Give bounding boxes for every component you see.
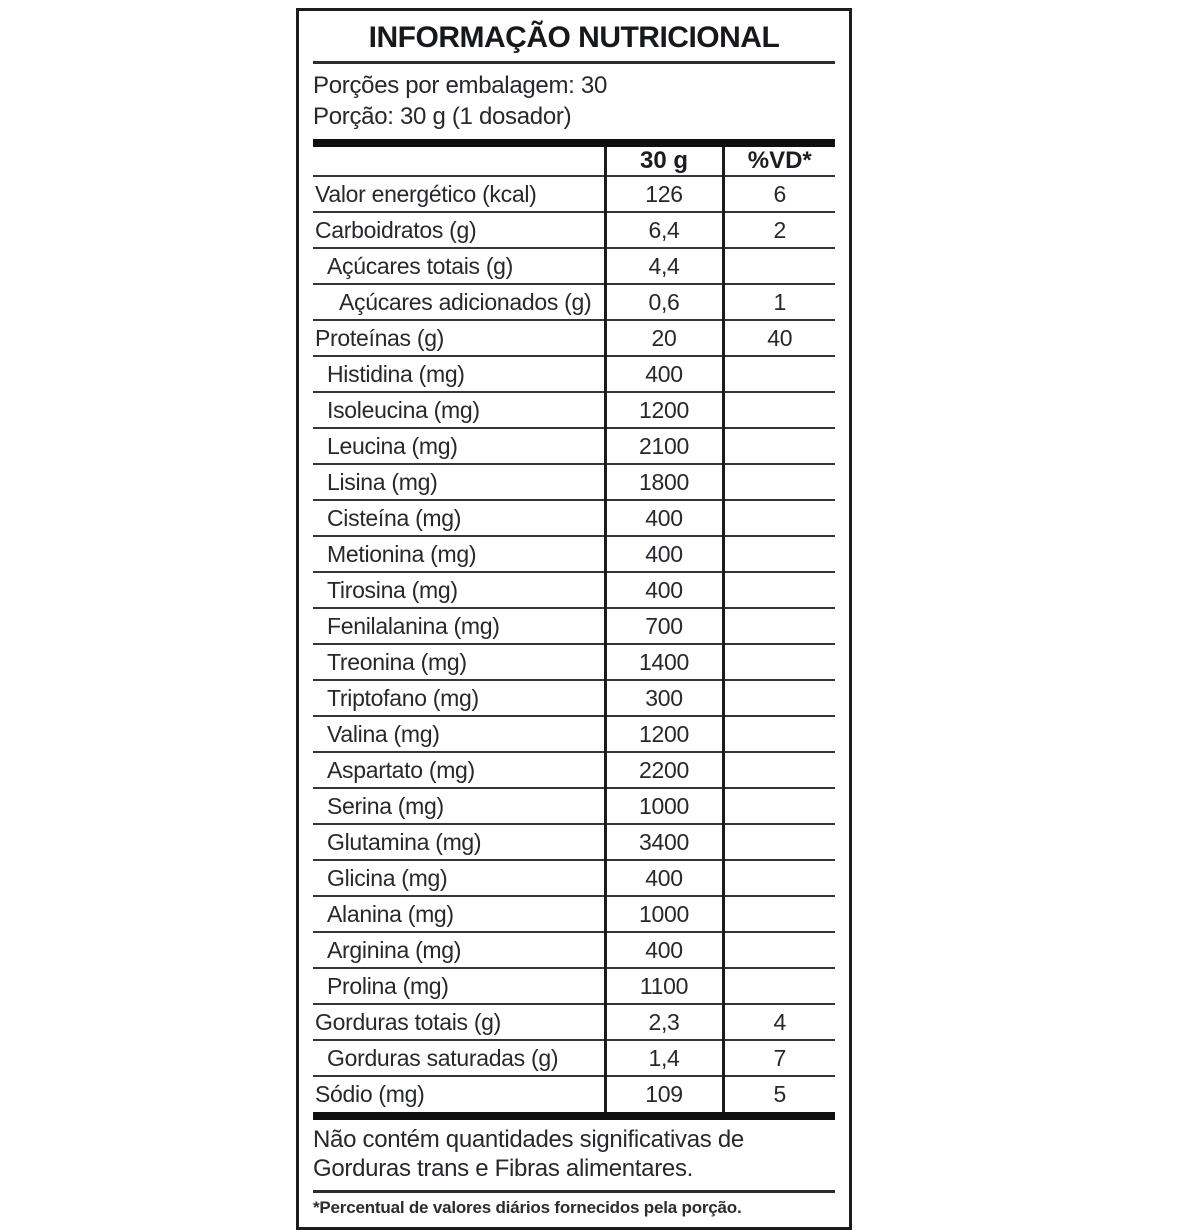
table-row bbox=[313, 212, 835, 248]
nutrient-amount: 400 bbox=[605, 536, 723, 572]
nutrient-name: Arginina (mg) bbox=[327, 936, 462, 963]
nutrient-amount: 109 bbox=[605, 1076, 723, 1112]
table-header-row bbox=[313, 147, 835, 176]
nutrient-name: Prolina (mg) bbox=[327, 972, 449, 999]
nutrient-name: Triptofano (mg) bbox=[327, 684, 479, 711]
table-row bbox=[313, 356, 835, 392]
nutrient-name: Gorduras totais (g) bbox=[315, 1008, 502, 1035]
nutrient-amount: 1000 bbox=[605, 896, 723, 932]
nutrient-daily-value bbox=[723, 644, 835, 680]
nutrient-daily-value bbox=[723, 752, 835, 788]
table-row bbox=[313, 932, 835, 968]
nutrient-name: Sódio (mg) bbox=[315, 1081, 425, 1107]
nutrient-daily-value: 1 bbox=[723, 284, 835, 320]
no-significant-amounts-note: Não contém quantidades significativas de Gorduras trans e Fibras alimentares. bbox=[313, 1126, 744, 1182]
nutrient-name: Cisteína (mg) bbox=[327, 504, 462, 531]
nutrient-name: Açúcares adicionados (g) bbox=[339, 288, 592, 315]
nutrient-amount: 400 bbox=[605, 572, 723, 608]
servings-per-package: Porções por embalagem: 30 bbox=[313, 72, 608, 99]
nutrient-name: Valina (mg) bbox=[327, 720, 440, 747]
table-row bbox=[313, 464, 835, 500]
nutrient-name: Glutamina (mg) bbox=[327, 828, 482, 855]
nutrient-amount: 400 bbox=[605, 356, 723, 392]
nutrient-daily-value bbox=[723, 608, 835, 644]
nutrient-amount: 1100 bbox=[605, 968, 723, 1004]
nutrient-name: Proteínas (g) bbox=[315, 324, 445, 351]
nutrient-amount: 400 bbox=[605, 500, 723, 536]
nutrient-daily-value bbox=[723, 896, 835, 932]
table-row bbox=[313, 320, 835, 356]
nutrient-name: Alanina (mg) bbox=[327, 900, 454, 927]
nutrient-daily-value bbox=[723, 968, 835, 1004]
table-row bbox=[313, 248, 835, 284]
header-daily-value-percent: %VD* bbox=[723, 147, 835, 176]
nutrient-name: Carboidratos (g) bbox=[315, 216, 477, 243]
nutrient-daily-value bbox=[723, 464, 835, 500]
table-row bbox=[313, 284, 835, 320]
nutrient-name: Metionina (mg) bbox=[327, 540, 477, 567]
nutrition-label bbox=[296, 8, 852, 1230]
nutrient-name: Gorduras saturadas (g) bbox=[327, 1044, 559, 1071]
nutrient-daily-value: 7 bbox=[723, 1040, 835, 1076]
nutrient-amount: 1800 bbox=[605, 464, 723, 500]
nutrient-amount: 1000 bbox=[605, 788, 723, 824]
serving-info bbox=[313, 64, 835, 139]
nutrient-amount: 2100 bbox=[605, 428, 723, 464]
nutrient-daily-value: 6 bbox=[723, 176, 835, 212]
nutrient-amount: 1,4 bbox=[605, 1040, 723, 1076]
table-row bbox=[313, 500, 835, 536]
nutrient-amount: 6,4 bbox=[605, 212, 723, 248]
portion-size: Porção: 30 g (1 dosador) bbox=[313, 103, 572, 130]
nutrient-name: Glicina (mg) bbox=[327, 864, 448, 891]
table-row bbox=[313, 788, 835, 824]
nutrient-amount: 126 bbox=[605, 176, 723, 212]
table-row bbox=[313, 896, 835, 932]
nutrient-daily-value bbox=[723, 788, 835, 824]
table-row bbox=[313, 752, 835, 788]
nutrient-daily-value bbox=[723, 536, 835, 572]
nutrient-daily-value bbox=[723, 428, 835, 464]
nutrient-amount: 2,3 bbox=[605, 1004, 723, 1040]
table-row bbox=[313, 644, 835, 680]
nutrient-daily-value bbox=[723, 860, 835, 896]
header-nutrient bbox=[313, 147, 605, 176]
header-amount-per-serving: 30 g bbox=[605, 147, 723, 176]
table-row bbox=[313, 680, 835, 716]
nutrient-name: Histidina (mg) bbox=[327, 360, 465, 387]
table-bottom-bar bbox=[313, 1112, 835, 1120]
table-row bbox=[313, 860, 835, 896]
nutrient-amount: 20 bbox=[605, 320, 723, 356]
nutrition-table bbox=[313, 147, 835, 1112]
table-row bbox=[313, 572, 835, 608]
nutrient-name: Isoleucina (mg) bbox=[327, 396, 480, 423]
nutrient-daily-value bbox=[723, 824, 835, 860]
nutrient-daily-value: 4 bbox=[723, 1004, 835, 1040]
nutrient-amount: 1400 bbox=[605, 644, 723, 680]
nutrient-name: Serina (mg) bbox=[327, 792, 444, 819]
table-row bbox=[313, 536, 835, 572]
nutrient-name: Leucina (mg) bbox=[327, 432, 458, 459]
table-row bbox=[313, 824, 835, 860]
nutrient-daily-value bbox=[723, 680, 835, 716]
nutrient-amount: 3400 bbox=[605, 824, 723, 860]
nutrient-daily-value bbox=[723, 356, 835, 392]
nutrient-amount: 0,6 bbox=[605, 284, 723, 320]
nutrient-name: Fenilalanina (mg) bbox=[327, 612, 500, 639]
nutrient-amount: 400 bbox=[605, 860, 723, 896]
nutrient-daily-value bbox=[723, 248, 835, 284]
nutrient-daily-value: 2 bbox=[723, 212, 835, 248]
nutrient-daily-value bbox=[723, 932, 835, 968]
nutrient-daily-value bbox=[723, 500, 835, 536]
nutrient-name: Aspartato (mg) bbox=[327, 756, 475, 783]
nutrient-amount: 400 bbox=[605, 932, 723, 968]
label-title: INFORMAÇÃO NUTRICIONAL bbox=[368, 21, 780, 54]
table-row bbox=[313, 392, 835, 428]
table-row bbox=[313, 1040, 835, 1076]
nutrient-amount: 4,4 bbox=[605, 248, 723, 284]
table-row bbox=[313, 1076, 835, 1112]
table-top-bar bbox=[313, 139, 835, 147]
nutrient-amount: 700 bbox=[605, 608, 723, 644]
nutrient-name: Lisina (mg) bbox=[327, 468, 438, 495]
table-row bbox=[313, 716, 835, 752]
nutrient-amount: 1200 bbox=[605, 716, 723, 752]
nutrient-daily-value bbox=[723, 392, 835, 428]
nutrient-daily-value: 40 bbox=[723, 320, 835, 356]
table-row bbox=[313, 1004, 835, 1040]
nutrient-name: Açúcares totais (g) bbox=[327, 252, 514, 279]
table-row bbox=[313, 968, 835, 1004]
table-row bbox=[313, 428, 835, 464]
table-row bbox=[313, 608, 835, 644]
nutrient-name: Tirosina (mg) bbox=[327, 576, 458, 603]
nutrient-daily-value bbox=[723, 716, 835, 752]
nutrient-amount: 300 bbox=[605, 680, 723, 716]
nutrient-name: Valor energético (kcal) bbox=[315, 180, 537, 207]
nutrient-name: Treonina (mg) bbox=[327, 648, 467, 675]
nutrient-daily-value bbox=[723, 572, 835, 608]
table-row bbox=[313, 176, 835, 212]
nutrient-amount: 2200 bbox=[605, 752, 723, 788]
daily-value-footnote: *Percentual de valores diários fornecidos pela porção. bbox=[313, 1198, 742, 1217]
nutrient-daily-value: 5 bbox=[723, 1076, 835, 1112]
nutrient-amount: 1200 bbox=[605, 392, 723, 428]
